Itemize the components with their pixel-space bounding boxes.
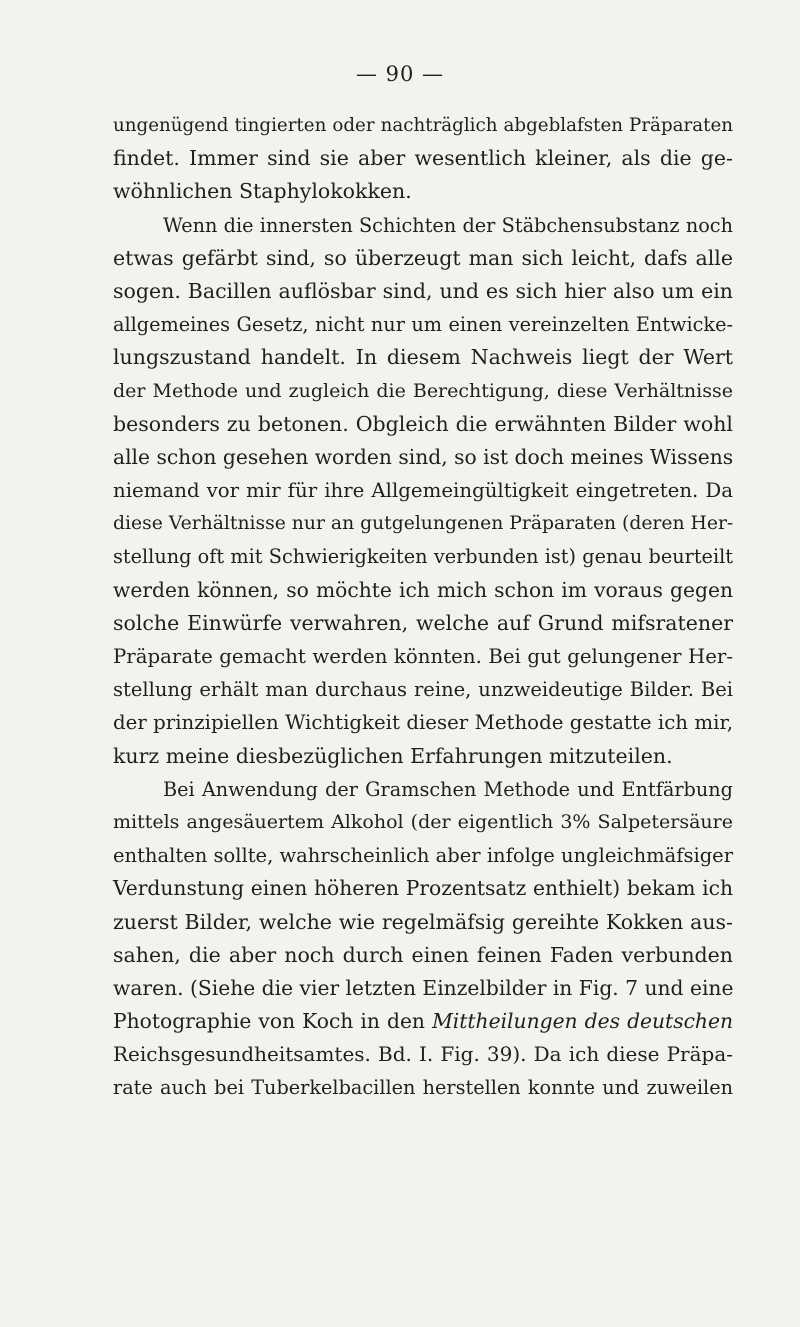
text-line: solche Einwürfe verwahren, welche auf Grund mifsratener [113,610,733,635]
text-line: der prinzipiellen Wichtigkeit dieser Methode gestatte ich mir, [113,711,733,735]
text-line: niemand vor mir für ihre Allgemeingültigkeit eingetreten. Da [113,479,733,503]
journal-title: Mittheilungen des deutschen [432,1009,733,1034]
text-line: Reichsgesundheitsamtes. Bd. I. Fig. 39). Da ich diese Präpa- [113,1042,733,1067]
text-line: Verdunstung einen höheren Prozentsatz enthielt) bekam ich [113,876,733,901]
page-number: — 90 — [355,62,445,86]
text-line [113,1005,733,1038]
text-line: stellung erhält man durchaus reine, unzweideutige Bilder. Bei [113,678,733,702]
body-text [113,109,733,1105]
text-line: Wenn die innersten Schichten der Stäbchensubstanz noch [163,213,733,237]
text-line: Präparate gemacht werden könnten. Bei gut gelungener Her- [113,645,733,668]
text-line: sahen, die aber noch durch einen feinen Faden verbunden [113,942,733,967]
text-line: der Methode und zugleich die Berechtigung, diese Verhältnisse [113,379,733,402]
text-line: rate auch bei Tuberkelbacillen herstellen konnte und zuweilen [113,1076,733,1100]
text-line: Bei Anwendung der Gramschen Methode und Entfärbung [163,777,733,801]
text-line: kurz meine diesbezüglichen Erfahrungen mitzuteilen. [113,743,673,768]
text-line: lungszustand handelt. In diesem Nachweis liegt der Wert [113,345,733,370]
text-line: etwas gefärbt sind, so überzeugt man sich leicht, dafs alle [113,245,733,270]
text-line: mittels angesäuertem Alkohol (der eigentlich 3% Salpetersäure [113,810,733,833]
text-line: werden können, so möchte ich mich schon im voraus gegen [113,577,733,602]
text-line: zuerst Bilder, welche wie regelmäfsig gereihte Kokken aus- [113,909,733,934]
text-line: findet. Immer sind sie aber wesentlich kleiner, als die ge- [113,146,733,171]
text-line: waren. (Siehe die vier letzten Einzelbilder in Fig. 7 und eine [113,975,734,1000]
text-line: allgemeines Gesetz, nicht nur um einen vereinzelten Entwicke- [113,313,733,337]
text-line: besonders zu betonen. Obgleich die erwähnten Bilder wohl [113,411,733,436]
text-line: alle schon gesehen worden sind, so ist doch meines Wissens [113,444,734,469]
text-line: wöhnlichen Staphylokokken. [113,179,412,204]
text-line-lead: Photographie von Koch in den [113,1009,425,1034]
text-line: ungenügend tingierten oder nachträglich abgeblafsten Präparaten [113,115,733,136]
text-line: sogen. Bacillen auflösbar sind, und es sich hier also um ein [113,278,733,303]
text-line: stellung oft mit Schwierigkeiten verbunden ist) genau beurteilt [113,545,733,569]
text-line: enthalten sollte, wahrscheinlich aber infolge ungleichmäfsiger [113,844,734,868]
text-line: diese Verhältnisse nur an gutgelungenen Präparaten (deren Her- [113,513,734,535]
